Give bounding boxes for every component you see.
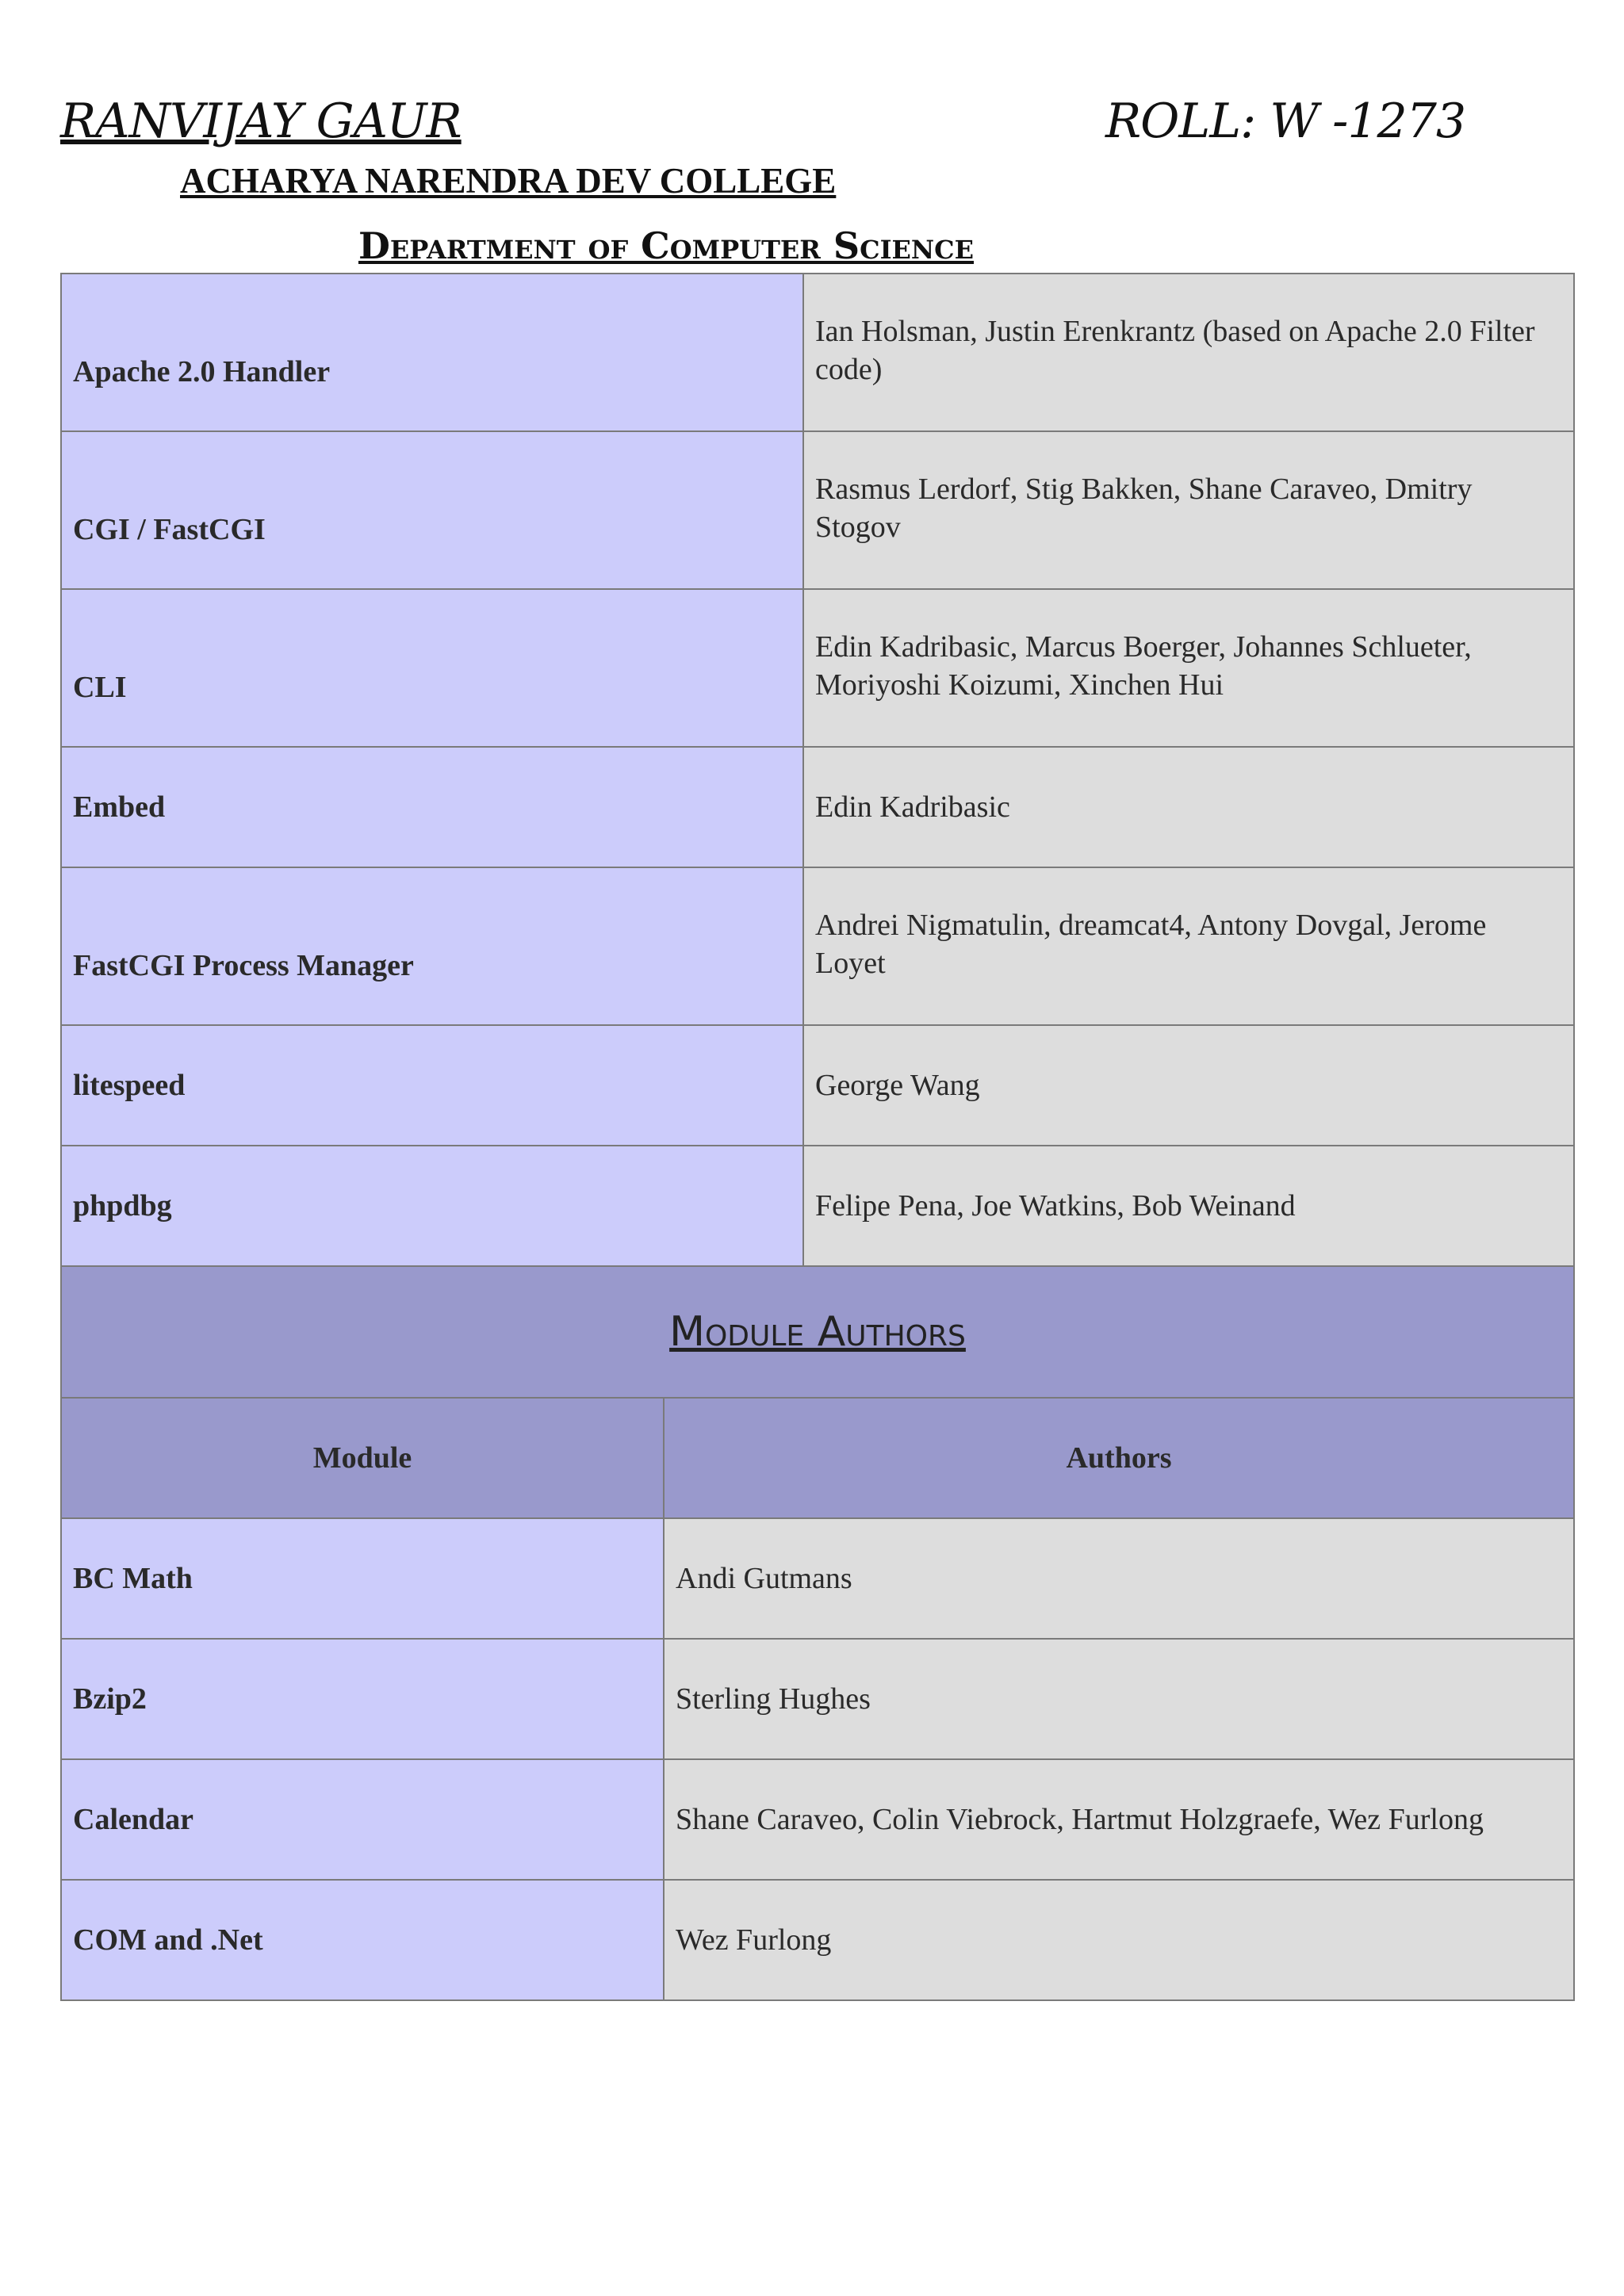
module-authors-table	[60, 1265, 1575, 2001]
sapi-authors: Edin Kadribasic	[815, 790, 1010, 824]
column-header-module: Module	[61, 1398, 664, 1518]
table-row	[61, 1146, 1574, 1266]
module-name: COM and .Net	[73, 1923, 263, 1957]
sapi-authors: Andrei Nigmatulin, dreamcat4, Antony Dovgal, Jerome Loyet	[815, 909, 1487, 980]
sapi-name: CGI / FastCGI	[73, 513, 266, 546]
module-name: Bzip2	[73, 1682, 147, 1716]
module-name: Calendar	[73, 1803, 193, 1836]
table-row	[61, 1518, 1574, 1639]
table-header-row	[61, 1398, 1574, 1518]
sapi-authors: Rasmus Lerdorf, Stig Bakken, Shane Caraveo, Dmitry Stogov	[815, 473, 1473, 544]
table-row	[61, 867, 1574, 1025]
sapi-name: Embed	[73, 790, 166, 824]
roll-number: ROLL: W -1273	[1105, 94, 1466, 149]
module-authors: Wez Furlong	[676, 1923, 832, 1957]
table-row	[61, 1759, 1574, 1880]
sapi-name: litespeed	[73, 1069, 186, 1102]
sapi-authors: Ian Holsman, Justin Erenkrantz (based on Apache 2.0 Filter code)	[815, 315, 1535, 386]
module-authors: Andi Gutmans	[676, 1562, 852, 1595]
table-row	[61, 1880, 1574, 2000]
module-name: BC Math	[73, 1562, 193, 1595]
sapi-authors-table	[60, 273, 1575, 1267]
sapi-name: Apache 2.0 Handler	[73, 355, 331, 388]
column-header-authors: Authors	[664, 1398, 1574, 1518]
sapi-name: CLI	[73, 671, 127, 704]
table-row	[61, 1639, 1574, 1759]
sapi-name: FastCGI Process Manager	[73, 949, 414, 982]
section-title-row	[61, 1266, 1574, 1398]
sapi-name: phpdbg	[73, 1189, 172, 1223]
module-authors: Sterling Hughes	[676, 1682, 871, 1716]
table-row	[61, 589, 1574, 747]
table-row	[61, 747, 1574, 867]
table-row	[61, 274, 1574, 431]
department-name: Department of Computer Science	[358, 224, 975, 267]
table-row	[61, 1025, 1574, 1146]
student-name: RANVIJAY GAUR	[60, 94, 462, 149]
college-name: ACHARYA NARENDRA DEV COLLEGE	[180, 161, 837, 201]
sapi-authors: Edin Kadribasic, Marcus Boerger, Johannes Schlueter, Moriyoshi Koizumi, Xinchen Hui	[815, 630, 1472, 702]
section-title: Module Authors	[669, 1308, 966, 1356]
sapi-authors: Felipe Pena, Joe Watkins, Bob Weinand	[815, 1189, 1296, 1223]
module-authors: Shane Caraveo, Colin Viebrock, Hartmut Holzgraefe, Wez Furlong	[676, 1803, 1484, 1836]
sapi-authors: George Wang	[815, 1069, 980, 1102]
table-row	[61, 431, 1574, 589]
